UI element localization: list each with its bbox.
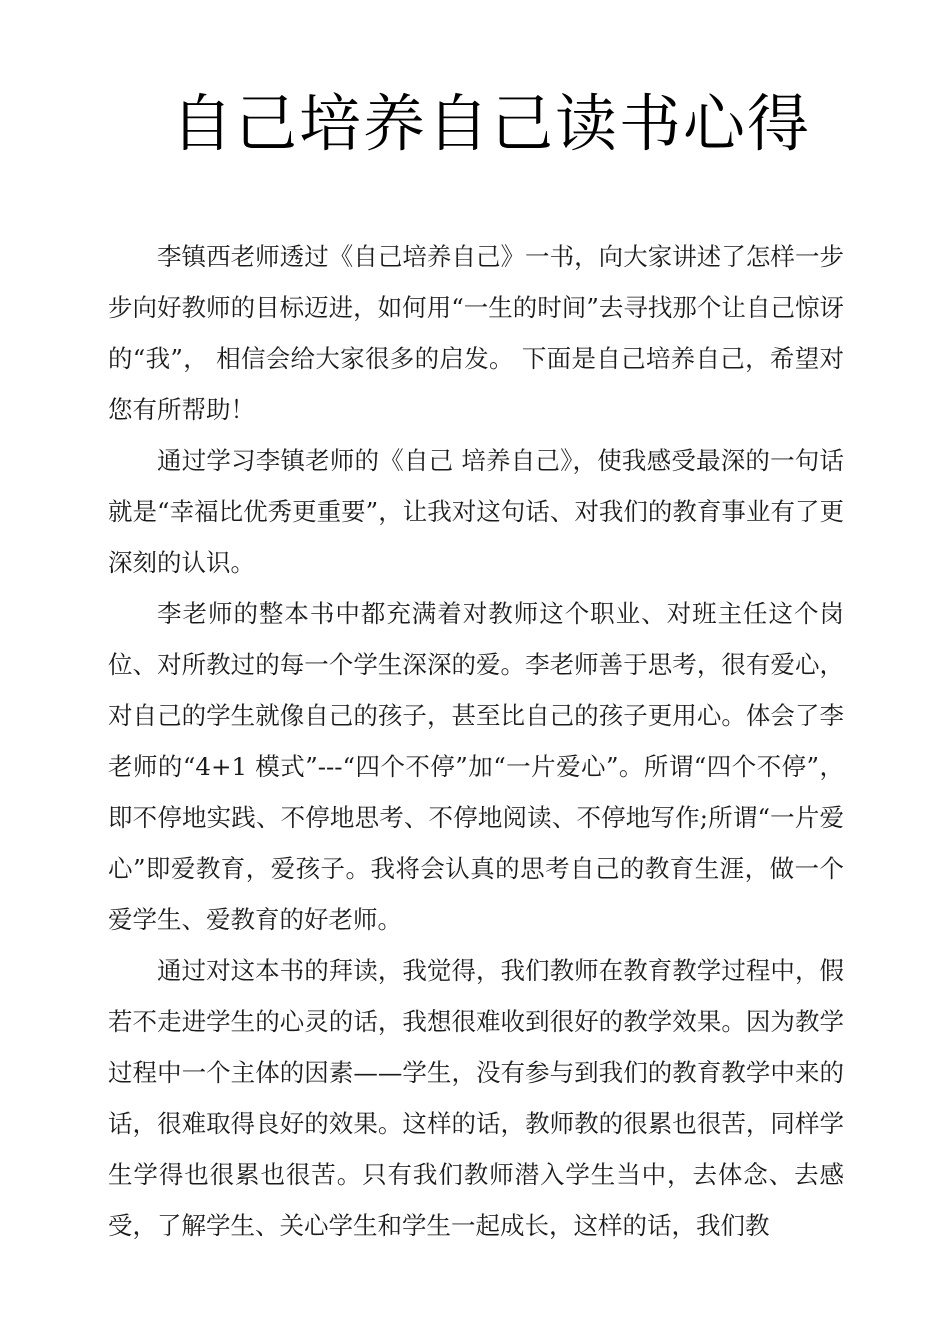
document-title: 自己培养自己读书心得 [170, 87, 811, 160]
paragraph-1: 李镇西老师透过《自己培养自己》一书，向大家讲述了怎样一步步向好教师的目标迈进，如何用“一生的时间”去寻找那个让自己惊讶的“我”， 相信会给大家很多的启发。 下面是自己培养自己，希望对您有所帮助！ [108, 242, 844, 424]
paragraph-3: 李老师的整本书中都充满着对教师这个职业、对班主任这个岗位、对所教过的每一个学生深深的爱。李老师善于思考，很有爱心，对自己的学生就像自己的孩子，甚至比自己的孩子更用心。体会了李老师的“4+1 模式”---“四个不停”加“一片爱心”。所谓“四个不停”，即不停地实践、不停地思考、不停地阅读、不停地写作;所谓“一片爱心”即爱教育，爱孩子。我将会认真的思考自己的教育生涯，做一个爱学生、爱教育的好老师。 [108, 599, 844, 934]
paragraph-2: 通过学习李镇老师的《自己 培养自己》，使我感受最深的一句话就是“幸福比优秀更重要”，让我对这句话、对我们的教育事业有了更深刻的认识。 [108, 446, 844, 577]
document-body [108, 231, 844, 1251]
paragraph-4: 通过对这本书的拜读，我觉得，我们教师在教育教学过程中，假若不走进学生的心灵的话，我想很难收到很好的教学效果。因为教学过程中一个主体的因素——学生，没有参与到我们的教育教学中来的话，很难取得良好的效果。这样的话，教师教的很累也很苦，同样学生学得也很累也很苦。只有我们教师潜入学生当中，去体念、去感受，了解学生、关心学生和学生一起成长，这样的话，我们教 [108, 956, 844, 1240]
